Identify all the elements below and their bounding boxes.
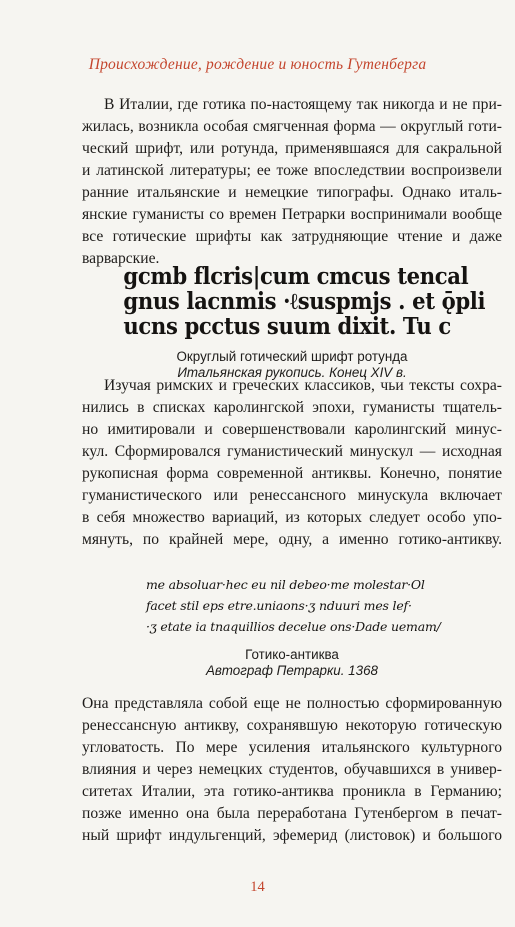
caption-title: Готико-антиква [245, 647, 339, 662]
text-line: рукописная форма современной антиквы. Конечно, понятие [82, 465, 502, 482]
text-line: жилась, возникла особая смягченная форма — округлый готи- [82, 118, 502, 135]
rotunda-specimen-image [82, 263, 486, 340]
specimen-line: me absoluar·hec eu nil debeo·me molestar·Ol [146, 577, 425, 592]
text-line: все готические шрифты как затрудняющие чтение и даже [82, 228, 502, 245]
paragraph-3 [82, 693, 502, 847]
text-line: в себя множество вариаций, из которых следует особо упо- [82, 509, 502, 526]
text-line: ситетах Италии, эта готико-антиква проникла в Германию; [82, 783, 502, 800]
text-line: варварские. [82, 250, 160, 267]
text-line: ренессансную антикву, сохранявшую некоторую готическую [82, 717, 502, 734]
text-line: ный шрифт индульгенций, эфемерид (листовок) и большого [82, 827, 502, 844]
running-head: Происхождение, рождение и юность Гутенберга [88, 56, 427, 73]
text-line: но имитировали и совершенствовали каролингский минус- [82, 421, 502, 438]
text-line: нились в списках каролингской эпохи, гуманисты тщатель- [82, 399, 502, 416]
text-line: влияния и через немецких студентов, обучавшихся в универ- [82, 761, 502, 778]
text-line: гуманистического или ренессансного минускула включает [82, 487, 502, 504]
caption-subtitle: Автограф Петрарки. 1368 [206, 663, 378, 678]
specimen-line: gcmb flcris|cum cmcus tencal [123, 263, 469, 290]
text-line: ранние итальянские и немецкие типографы. Однако италь- [82, 184, 502, 201]
petrarch-autograph-specimen-image [82, 574, 502, 637]
caption-subtitle: Итальянская рукопись. Конец XIV в. [177, 365, 407, 380]
text-line: Она представляла собой еще не полностью сформированную [82, 695, 502, 712]
text-line: мянуть, по крайней мере, одну, а именно готико-антикву. [82, 531, 502, 548]
text-line: угловатость. По мере усиления итальянского культурного [82, 739, 502, 756]
text-line: Изучая римских и греческих классиков, чьи тексты сохра- [104, 377, 502, 394]
text-line: кул. Сформировался гуманистический минускул — исходная [82, 443, 502, 460]
text-line: В Италии, где готика по-настоящему так никогда и не при- [104, 96, 502, 113]
text-line: янские гуманисты со времен Петрарки воспринимали вообще [82, 206, 502, 223]
figure-caption-2 [82, 647, 502, 679]
caption-title: Округлый готический шрифт ротунда [176, 349, 408, 364]
paragraph-1 [82, 94, 502, 270]
specimen-line: ·ʒ etate ia tnaquillios decelue ons·Dade uemam/ [146, 619, 441, 634]
page-number: 14 [250, 879, 265, 895]
text-line: позже именно она была переработана Гутенбергом в печат- [82, 805, 502, 822]
paragraph-2 [82, 375, 502, 551]
specimen-line: gnus lacnmis ·ℓsuspmjs . et ǭpli [123, 288, 486, 315]
specimen-line: ucns pcctus suum dixit. Tu c [123, 313, 451, 340]
text-line: ческий шрифт, или ротунда, применявшаяся для сакральной [82, 140, 502, 157]
specimen-line: facet stil eps etre.uniaons·ʒ nduuri mes lef· [146, 598, 412, 613]
text-line: и латинской литературы; ее тоже впоследствии воспроизвели [82, 162, 502, 179]
